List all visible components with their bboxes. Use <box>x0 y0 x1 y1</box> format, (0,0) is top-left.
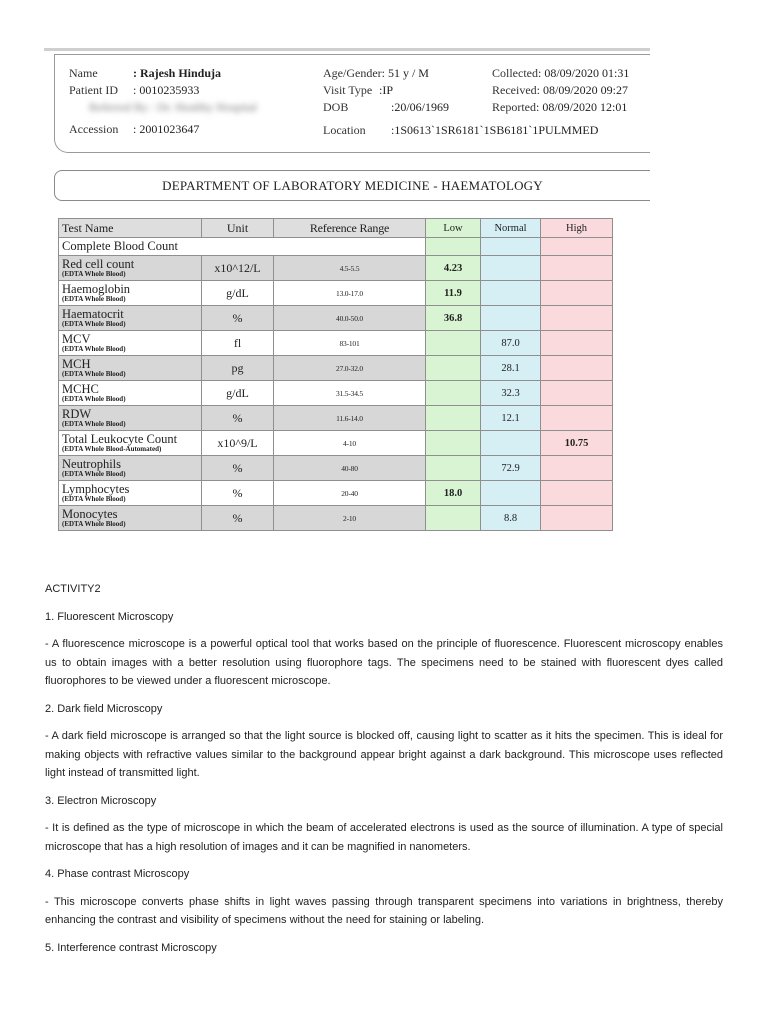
dob-label: DOB <box>323 100 349 114</box>
section-low-cell <box>426 238 481 256</box>
table-row <box>59 306 613 331</box>
test-name: Haematocrit <box>62 307 124 321</box>
accession <box>69 122 199 137</box>
location <box>323 123 598 138</box>
received-value: : 08/09/2020 09:27 <box>536 83 628 97</box>
specimen-type: (EDTA Whole Blood) <box>62 495 126 503</box>
test-name: Total Leukocyte Count <box>62 432 178 446</box>
visit-label: Visit Type <box>323 83 373 97</box>
unit-cell: x10^9/L <box>202 431 274 456</box>
name-value: : Rajesh Hinduja <box>133 66 222 80</box>
report-top-rule <box>44 48 650 51</box>
header-low: Low <box>426 219 481 238</box>
specimen-type: (EDTA Whole Blood) <box>62 345 126 353</box>
test-name-cell <box>59 256 202 281</box>
activity-heading: 1. Fluorescent Microscopy <box>45 610 174 623</box>
reference-range-cell: 83-101 <box>274 331 426 356</box>
low-value-cell: 18.0 <box>426 481 481 506</box>
activity-heading: 4. Phase contrast Microscopy <box>45 868 190 880</box>
test-name: MCV <box>62 332 91 346</box>
dob-value: :20/06/1969 <box>391 100 450 114</box>
reference-range-cell: 40-80 <box>274 456 426 481</box>
high-value-cell <box>541 381 613 406</box>
high-value-cell <box>541 356 613 381</box>
reference-range-cell: 2-10 <box>274 506 426 531</box>
collected <box>492 66 629 81</box>
reported <box>492 100 627 115</box>
table-row <box>59 356 613 381</box>
test-name-cell <box>59 431 202 456</box>
table-row <box>59 431 613 456</box>
test-name-cell <box>59 281 202 306</box>
section-title: Complete Blood Count <box>59 238 426 256</box>
table-row <box>59 456 613 481</box>
activity-paragraph: - A dark field microscope is arranged so that the light source is blocked off, causing light to scatter as it hits the specimen. This is ideal for making objects with refractive values similar to the background appear bright against a dark background. This microscope uses reflected light instead of transmitted light. <box>45 730 723 779</box>
received <box>492 83 628 98</box>
high-value-cell <box>541 506 613 531</box>
high-value-cell: 10.75 <box>541 431 613 456</box>
unit-cell: % <box>202 306 274 331</box>
department-title: DEPARTMENT OF LABORATORY MEDICINE - HAEMATOLOGY <box>54 170 674 201</box>
low-value-cell <box>426 506 481 531</box>
activity-section <box>45 580 723 966</box>
high-value-cell <box>541 306 613 331</box>
location-label: Location <box>323 123 366 137</box>
low-value-cell <box>426 406 481 431</box>
specimen-type: (EDTA Whole Blood) <box>62 370 126 378</box>
reference-range-cell: 31.5-34.5 <box>274 381 426 406</box>
normal-value-cell: 28.1 <box>481 356 541 381</box>
test-name-cell <box>59 506 202 531</box>
unit-cell: g/dL <box>202 381 274 406</box>
high-value-cell <box>541 331 613 356</box>
test-name: Haemoglobin <box>62 282 131 296</box>
reference-range-cell: 13.0-17.0 <box>274 281 426 306</box>
low-value-cell <box>426 381 481 406</box>
specimen-type: (EDTA Whole Blood) <box>62 270 126 278</box>
accession-label: Accession <box>69 122 119 136</box>
high-value-cell <box>541 456 613 481</box>
high-value-cell <box>541 256 613 281</box>
high-value-cell <box>541 406 613 431</box>
unit-cell: x10^12/L <box>202 256 274 281</box>
cbc-results-table <box>58 218 613 531</box>
test-name: MCH <box>62 357 91 371</box>
test-name-cell <box>59 406 202 431</box>
low-value-cell <box>426 456 481 481</box>
patient-id <box>69 83 199 98</box>
visit-value: :IP <box>379 83 394 97</box>
section-high-cell <box>541 238 613 256</box>
reported-label: Reported <box>492 100 536 114</box>
unit-cell: pg <box>202 356 274 381</box>
age-label: Age/Gender <box>323 66 382 80</box>
section-row <box>59 238 613 256</box>
normal-value-cell <box>481 431 541 456</box>
received-label: Received <box>492 83 537 97</box>
test-name-cell <box>59 481 202 506</box>
normal-value-cell: 8.8 <box>481 506 541 531</box>
normal-value-cell <box>481 306 541 331</box>
header-normal: Normal <box>481 219 541 238</box>
normal-value-cell <box>481 256 541 281</box>
test-name: Lymphocytes <box>62 482 130 496</box>
specimen-type: (EDTA Whole Blood) <box>62 295 126 303</box>
reference-range-cell: 40.0-50.0 <box>274 306 426 331</box>
dob <box>323 100 449 115</box>
test-name-cell <box>59 456 202 481</box>
unit-cell: % <box>202 456 274 481</box>
unit-cell: % <box>202 481 274 506</box>
unit-cell: fl <box>202 331 274 356</box>
low-value-cell <box>426 331 481 356</box>
low-value-cell <box>426 431 481 456</box>
header-test-name: Test Name <box>59 219 202 238</box>
unit-cell: % <box>202 406 274 431</box>
activity-paragraph: - It is defined as the type of microscope in which the beam of accelerated electrons is used as the source of illumination. A type of special microscope that has a high resolution of images and it can be magnified in nanometers. <box>45 822 723 853</box>
location-value: :1S0613`1SR6181`1SB6181`1PULMMED <box>391 123 599 137</box>
normal-value-cell: 32.3 <box>481 381 541 406</box>
test-name: MCHC <box>62 382 99 396</box>
low-value-cell: 36.8 <box>426 306 481 331</box>
reference-range-cell: 27.0-32.0 <box>274 356 426 381</box>
specimen-type: (EDTA Whole Blood) <box>62 420 126 428</box>
activity-paragraph: - A fluorescence microscope is a powerful optical tool that works based on the principle of fluorescence. Fluorescent microscopy enables us to obtain images with a better resolution using fluorophore tags. The specimens need to be stained with fluorescent dyes called fluorophores to be viewed under a fluorescent microscope. <box>45 638 723 687</box>
activity-title: ACTIVITY2 <box>45 583 101 595</box>
table-row <box>59 331 613 356</box>
test-name-cell <box>59 331 202 356</box>
collected-value: : 08/09/2020 01:31 <box>537 66 630 80</box>
high-value-cell <box>541 281 613 306</box>
table-row <box>59 281 613 306</box>
test-name: RDW <box>62 407 92 421</box>
activity-items <box>45 608 723 958</box>
low-value-cell <box>426 356 481 381</box>
test-name: Monocytes <box>62 507 118 521</box>
header-reference-range: Reference Range <box>274 219 426 238</box>
image-clip-mask <box>650 40 768 220</box>
reference-range-cell: 11.6-14.0 <box>274 406 426 431</box>
specimen-type: (EDTA Whole Blood-Automated) <box>62 445 162 453</box>
table-row <box>59 256 613 281</box>
section-normal-cell <box>481 238 541 256</box>
name-label: Name <box>69 66 98 80</box>
specimen-type: (EDTA Whole Blood) <box>62 320 126 328</box>
low-value-cell: 4.23 <box>426 256 481 281</box>
specimen-type: (EDTA Whole Blood) <box>62 470 126 478</box>
activity-paragraph: - This microscope converts phase shifts in light waves passing through transparent specimens into variations in brightness, thereby enhancing the contrast and visibility of specimens without the need for staining or labeling. <box>45 895 723 926</box>
test-name-cell <box>59 356 202 381</box>
test-name: Red cell count <box>62 257 135 271</box>
test-name-cell <box>59 381 202 406</box>
normal-value-cell: 12.1 <box>481 406 541 431</box>
accession-value: : 2001023647 <box>133 122 200 136</box>
table-row <box>59 406 613 431</box>
age-value: : 51 y / M <box>381 66 429 80</box>
collected-label: Collected <box>492 66 538 80</box>
table-row <box>59 506 613 531</box>
test-name-cell <box>59 306 202 331</box>
patient-info-card <box>54 54 674 153</box>
normal-value-cell <box>481 281 541 306</box>
specimen-type: (EDTA Whole Blood) <box>62 395 126 403</box>
specimen-type: (EDTA Whole Blood) <box>62 520 126 528</box>
reported-value: : 08/09/2020 12:01 <box>536 100 628 114</box>
patient-name <box>69 66 221 81</box>
table-header-row <box>59 219 613 238</box>
normal-value-cell <box>481 481 541 506</box>
blurred-referrer: Referred By : Dr. Healthy Hospital <box>89 100 257 114</box>
reference-range-cell: 4-10 <box>274 431 426 456</box>
reference-range-cell: 20-40 <box>274 481 426 506</box>
activity-heading: 5. Interference contrast Microscopy <box>45 941 217 954</box>
table-row <box>59 381 613 406</box>
test-name: Neutrophils <box>62 457 122 471</box>
header-unit: Unit <box>202 219 274 238</box>
reference-range-cell: 4.5-5.5 <box>274 256 426 281</box>
unit-cell: % <box>202 506 274 531</box>
low-value-cell: 11.9 <box>426 281 481 306</box>
pid-value: : 0010235933 <box>133 83 200 97</box>
unit-cell: g/dL <box>202 281 274 306</box>
activity-heading: 2. Dark field Microscopy <box>45 702 163 715</box>
header-high: High <box>541 219 613 238</box>
normal-value-cell: 72.9 <box>481 456 541 481</box>
activity-heading: 3. Electron Microscopy <box>45 794 157 807</box>
normal-value-cell: 87.0 <box>481 331 541 356</box>
high-value-cell <box>541 481 613 506</box>
age-gender <box>323 66 429 81</box>
visit-type <box>323 83 393 98</box>
table-row <box>59 481 613 506</box>
pid-label: Patient ID <box>69 83 118 97</box>
